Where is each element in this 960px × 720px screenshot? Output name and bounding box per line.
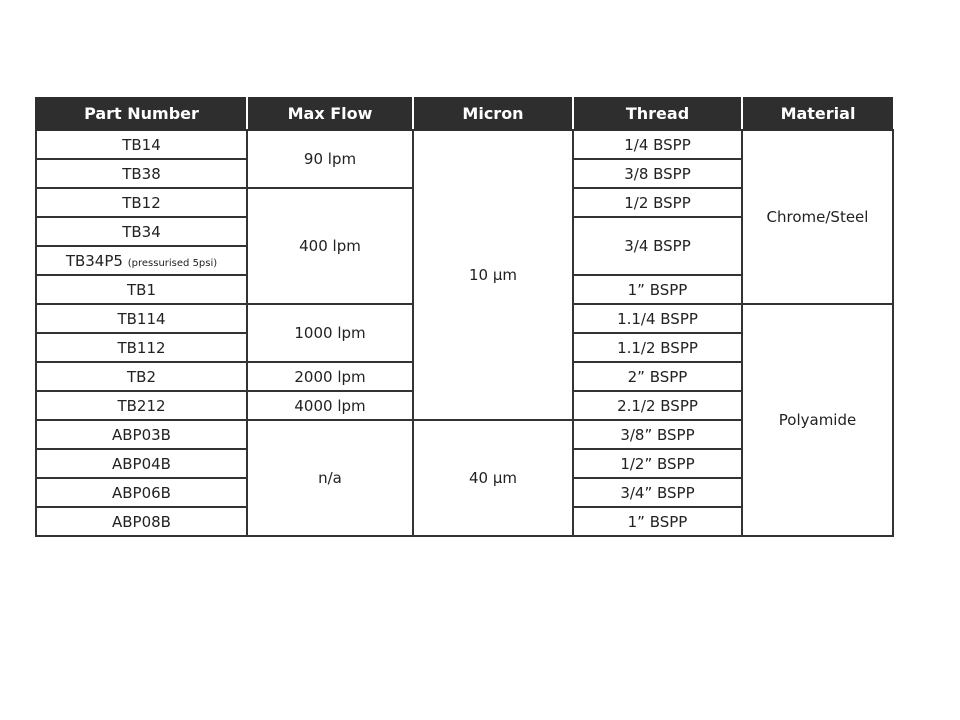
part-number-cell: ABP03B — [36, 420, 247, 449]
material-cell: Polyamide — [742, 304, 893, 536]
part-number-cell — [36, 246, 247, 275]
thread-cell: 3/4 BSPP — [573, 217, 742, 275]
part-note: (pressurised 5psi) — [127, 257, 218, 269]
thread-cell: 3/8” BSPP — [573, 420, 742, 449]
max-flow-cell: 90 lpm — [247, 130, 413, 188]
part-number-cell: TB14 — [36, 130, 247, 159]
header-micron: Micron — [413, 97, 573, 130]
max-flow-cell: n/a — [247, 420, 413, 536]
header-max-flow: Max Flow — [247, 97, 413, 130]
part-number-cell: TB212 — [36, 391, 247, 420]
thread-cell: 2.1/2 BSPP — [573, 391, 742, 420]
thread-cell: 1/2 BSPP — [573, 188, 742, 217]
max-flow-cell: 1000 lpm — [247, 304, 413, 362]
thread-cell: 3/4” BSPP — [573, 478, 742, 507]
thread-cell: 1.1/4 BSPP — [573, 304, 742, 333]
part-number-cell: ABP08B — [36, 507, 247, 536]
part-number-cell: TB112 — [36, 333, 247, 362]
parts-spec-table — [35, 97, 894, 537]
part-number-cell: TB34 — [36, 217, 247, 246]
material-cell: Chrome/Steel — [742, 130, 893, 304]
thread-cell: 1” BSPP — [573, 507, 742, 536]
header-part-number: Part Number — [36, 97, 247, 130]
part-number-cell: TB38 — [36, 159, 247, 188]
thread-cell: 3/8 BSPP — [573, 159, 742, 188]
thread-cell: 1” BSPP — [573, 275, 742, 304]
part-number-cell: ABP06B — [36, 478, 247, 507]
thread-cell: 1/4 BSPP — [573, 130, 742, 159]
part-number-cell: TB1 — [36, 275, 247, 304]
header-thread: Thread — [573, 97, 742, 130]
part-number-cell: ABP04B — [36, 449, 247, 478]
micron-cell: 10 µm — [413, 130, 573, 420]
max-flow-cell: 2000 lpm — [247, 362, 413, 391]
header-row — [36, 97, 893, 130]
thread-cell: 2” BSPP — [573, 362, 742, 391]
max-flow-cell: 400 lpm — [247, 188, 413, 304]
header-material: Material — [742, 97, 893, 130]
table-row — [36, 130, 893, 159]
micron-cell: 40 µm — [413, 420, 573, 536]
thread-cell: 1.1/2 BSPP — [573, 333, 742, 362]
thread-cell: 1/2” BSPP — [573, 449, 742, 478]
part-number-text: TB34P5 — [65, 251, 123, 270]
max-flow-cell: 4000 lpm — [247, 391, 413, 420]
part-number-cell: TB114 — [36, 304, 247, 333]
part-number-cell: TB2 — [36, 362, 247, 391]
part-number-cell: TB12 — [36, 188, 247, 217]
